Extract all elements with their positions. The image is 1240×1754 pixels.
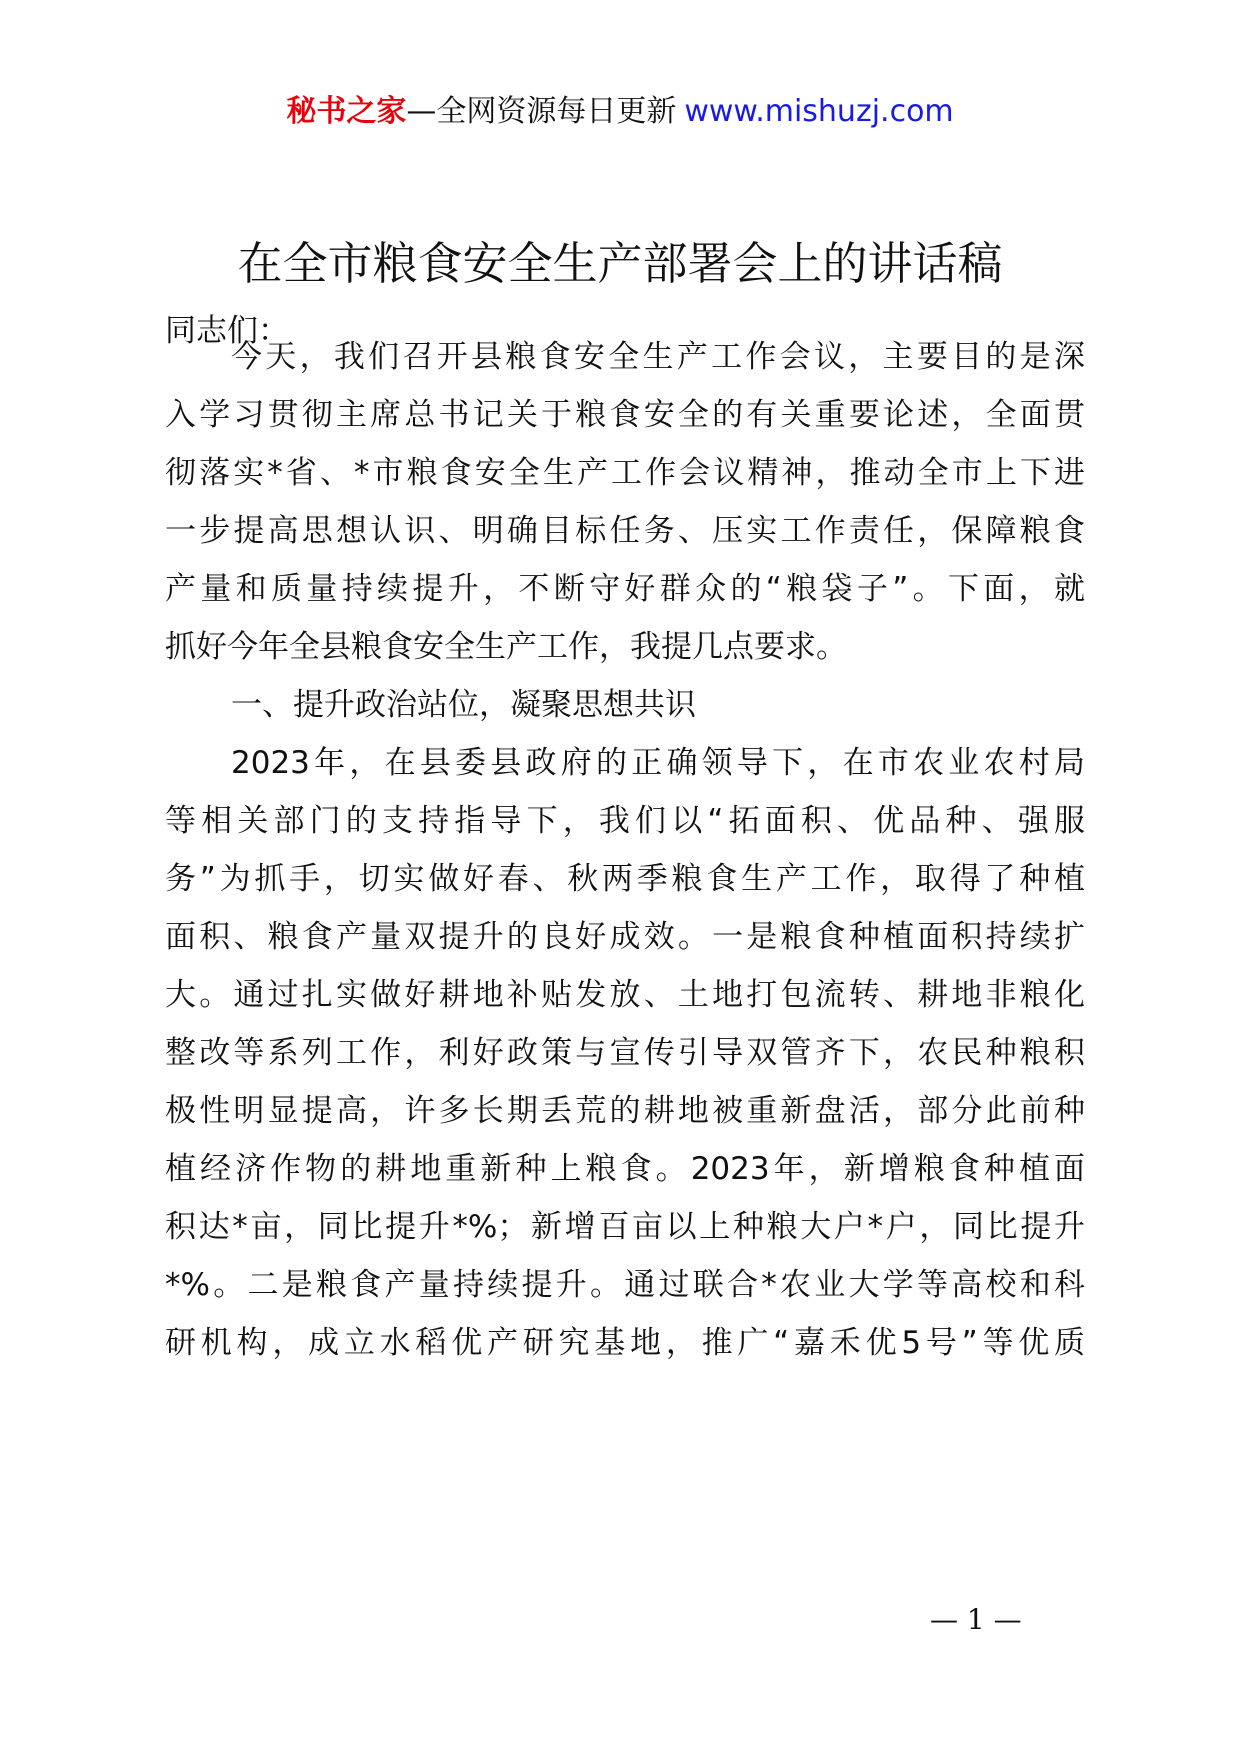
body-line: 积达*亩，同比提升*%；新增百亩以上种粮大户*户，同比提升: [165, 1209, 1085, 1245]
body-line: 一步提高思想认识、明确目标任务、压实工作责任，保障粮食: [165, 513, 1085, 549]
body-line: 研机构，成立水稻优产研究基地，推广“嘉禾优5号”等优质: [165, 1325, 1085, 1361]
body-line: 面积、粮食产量双提升的良好成效。一是粮食种植面积持续扩: [165, 919, 1085, 955]
body-line: 大。通过扎实做好耕地补贴发放、土地打包流转、耕地非粮化: [165, 977, 1085, 1013]
header-dash: —: [406, 94, 437, 129]
document-title: 在全市粮食安全生产部署会上的讲话稿: [237, 237, 1003, 290]
body-line: 彻落实*省、*市粮食安全生产工作会议精神，推动全市上下进: [165, 455, 1085, 491]
body-line: 入学习贯彻主席总书记关于粮食安全的有关重要论述，全面贯: [165, 397, 1085, 433]
body-line: 整改等系列工作，利好政策与宣传引导双管齐下，农民种粮积: [165, 1035, 1085, 1071]
site-watermark-header: [0, 92, 1240, 132]
body-line: 2023年，在县委县政府的正确领导下，在市农业农村局: [231, 745, 1085, 781]
body-line: 抓好今年全县粮食安全生产工作，我提几点要求。: [165, 629, 847, 665]
salutation: 同志们：: [165, 313, 289, 349]
brand-name: 秘书之家: [286, 94, 407, 129]
page-number: — 1 —: [930, 1603, 1022, 1636]
section-heading: 一、提升政治站位，凝聚思想共识: [231, 687, 696, 723]
body-line: 植经济作物的耕地重新种上粮食。2023年，新增粮食种植面: [165, 1151, 1085, 1187]
header-tagline: 全网资源每日更新: [436, 94, 677, 129]
body-line: *%。二是粮食产量持续提升。通过联合*农业大学等高校和科: [165, 1267, 1085, 1303]
site-url-link[interactable]: www.mishuzj.com: [684, 94, 954, 129]
body-line: 今天，我们召开县粮食安全生产工作会议，主要目的是深: [231, 339, 1085, 375]
body-line: 产量和质量持续提升，不断守好群众的“粮袋子”。下面，就: [165, 571, 1085, 607]
body-line: 务”为抓手，切实做好春、秋两季粮食生产工作，取得了种植: [165, 861, 1085, 897]
body-line: 等相关部门的支持指导下，我们以“拓面积、优品种、强服: [165, 803, 1085, 839]
body-line: 极性明显提高，许多长期丢荒的耕地被重新盘活，部分此前种: [165, 1093, 1085, 1129]
